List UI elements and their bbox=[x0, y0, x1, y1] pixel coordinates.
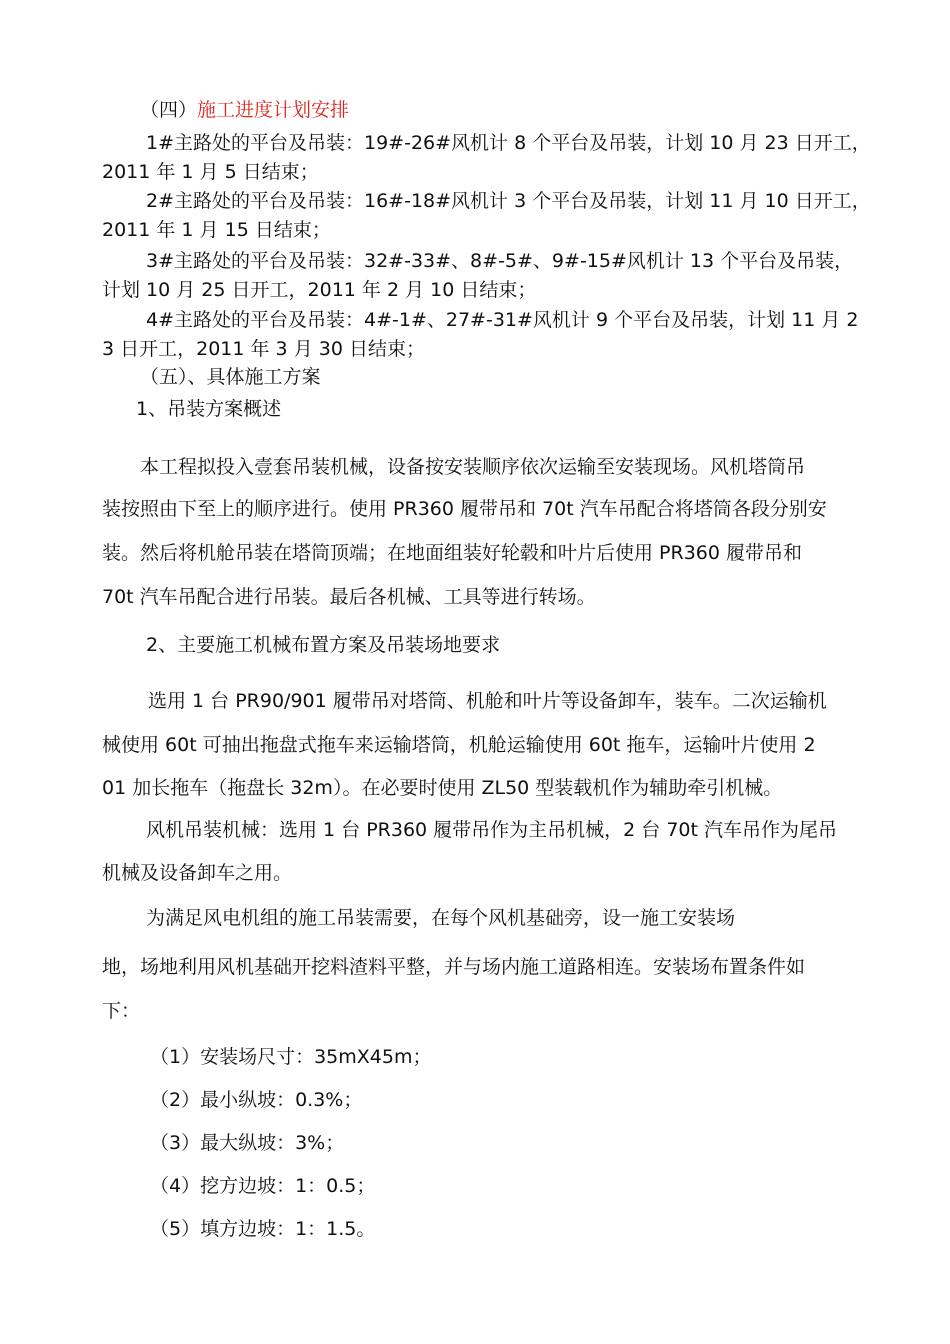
schedule-line-6: 计划 10 月 25 日开工，2011 年 2 月 10 日结束； bbox=[102, 279, 537, 301]
schedule-line-5: 3#主路处的平台及吊装：32#-33#、8#-5#、9#-15#风机计 13 个平台及吊装， bbox=[146, 250, 854, 272]
sub1-line-4: 70t 汽车吊配合进行吊装。最后各机械、工具等进行转场。 bbox=[102, 586, 596, 608]
sub1-line-1: 本工程拟投入壹套吊装机械，设备按安装顺序依次运输至安装现场。风机塔筒吊 bbox=[140, 456, 806, 478]
sub1-line-3: 装。然后将机舱吊装在塔筒顶端；在地面组装好轮毂和叶片后使用 PR360 履带吊和 bbox=[102, 542, 803, 564]
sub2-para1-line-2: 械使用 60t 可抽出拖盘式拖车来运输塔筒，机舱运输使用 60t 拖车，运输叶片使用 2 bbox=[102, 734, 816, 756]
sub2-para2-line-2: 机械及设备卸车之用。 bbox=[102, 862, 293, 884]
sub2-para2-line-1: 风机吊装机械：选用 1 台 PR360 履带吊作为主吊机械，2 台 70t 汽车吊作为尾吊 bbox=[146, 819, 838, 841]
condition-item-3: （3）最大纵坡：3%； bbox=[150, 1132, 345, 1154]
condition-item-5: （5）填方边坡：1：1.5。 bbox=[150, 1218, 376, 1240]
schedule-line-2: 2011 年 1 月 5 日结束； bbox=[102, 161, 319, 183]
schedule-line-7: 4#主路处的平台及吊装：4#-1#、27#-31#风机计 9 个平台及吊装，计划 11 月 2 bbox=[146, 309, 859, 331]
condition-item-4: （4）挖方边坡：1：0.5； bbox=[150, 1175, 376, 1197]
sub2-para3-line-3: 下： bbox=[102, 1000, 141, 1022]
section5-heading: （五）、具体施工方案 bbox=[140, 366, 321, 388]
schedule-line-8: 3 日开工，2011 年 3 月 30 日结束； bbox=[102, 338, 425, 360]
sub2-title: 2、主要施工机械布置方案及吊装场地要求 bbox=[146, 634, 501, 656]
sub2-para1-line-1: 选用 1 台 PR90/901 履带吊对塔筒、机舱和叶片等设备卸车，装车。二次运输机 bbox=[148, 690, 827, 712]
schedule-line-1: 1#主路处的平台及吊装：19#-26#风机计 8 个平台及吊装，计划 10 月 23 日开工， bbox=[146, 132, 871, 154]
section4-heading bbox=[140, 98, 349, 122]
condition-item-1: （1）安装场尺寸：35mX45m； bbox=[150, 1046, 432, 1068]
section4-title: 施工进度计划安排 bbox=[197, 99, 350, 121]
schedule-line-3: 2#主路处的平台及吊装：16#-18#风机计 3 个平台及吊装，计划 11 月 10 日开工， bbox=[146, 190, 871, 212]
sub1-line-2: 装按照由下至上的顺序进行。使用 PR360 履带吊和 70t 汽车吊配合将塔筒各段分别安 bbox=[102, 498, 827, 520]
condition-item-2: （2）最小纵坡：0.3%； bbox=[150, 1089, 363, 1111]
sub2-para1-line-3: 01 加长拖车（拖盘长 32m）。在必要时使用 ZL50 型装载机作为辅助牵引机械。 bbox=[102, 777, 783, 799]
schedule-line-4: 2011 年 1 月 15 日结束； bbox=[102, 219, 331, 241]
section4-prefix: （四） bbox=[140, 99, 198, 121]
sub2-para3-line-2: 地，场地利用风机基础开挖料渣料平整，并与场内施工道路相连。安装场布置条件如 bbox=[102, 956, 806, 978]
sub2-para3-line-1: 为满足风电机组的施工吊装需要，在每个风机基础旁，设一施工安装场 bbox=[146, 907, 736, 929]
sub1-title: 1、吊装方案概述 bbox=[136, 398, 282, 420]
